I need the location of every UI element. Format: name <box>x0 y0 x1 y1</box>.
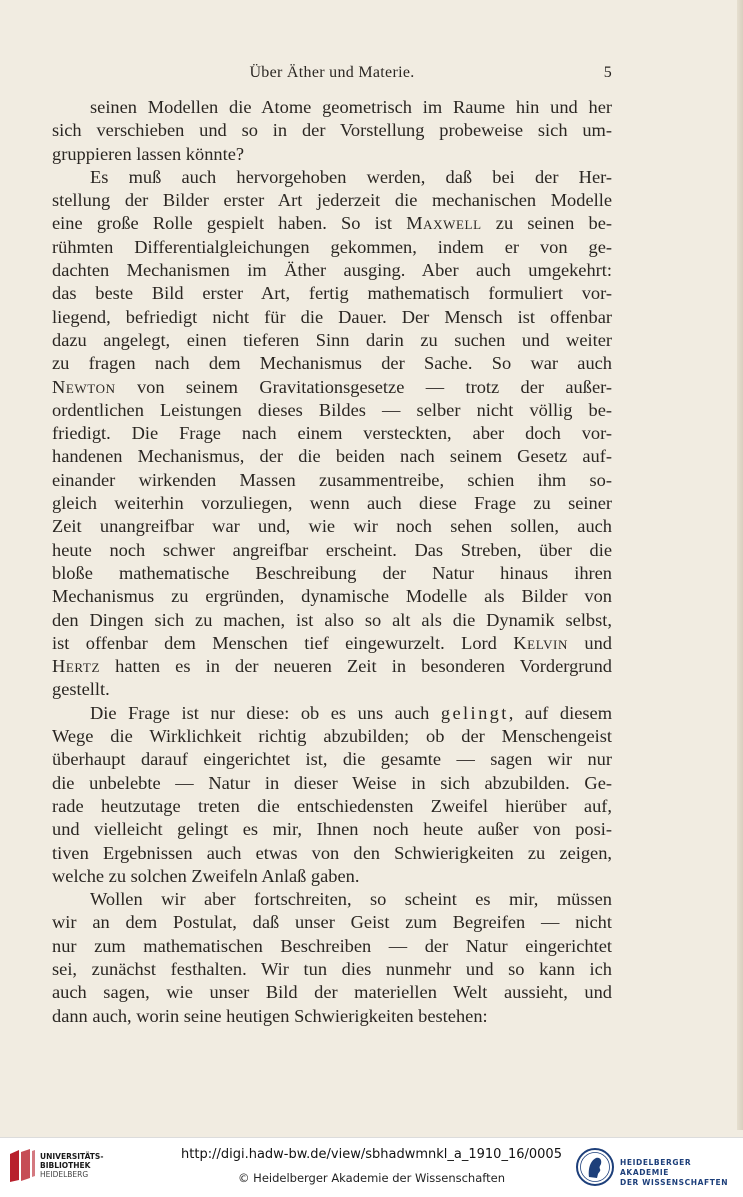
text-line <box>52 259 612 282</box>
person-name: Newton <box>52 376 116 397</box>
text-run: zu fragen nach dem Mechanismus der Sache. So war auch <box>52 353 612 374</box>
text-run: von seinem Gravitationsgesetze — trotz der außer- <box>115 376 612 397</box>
text-run: und vielleicht gelingt es mir, Ihnen noch heute außer von posi- <box>52 819 612 840</box>
text-line <box>52 981 612 1004</box>
text-line <box>52 143 612 166</box>
text-line <box>52 842 612 865</box>
text-line <box>52 818 612 841</box>
text-line <box>52 376 612 399</box>
text-line <box>52 212 612 235</box>
text-run: überhaupt darauf eingerichtet ist, die gesamte — sagen wir nur <box>52 749 612 770</box>
text-run: Es muß auch hervorgehoben werden, daß bei der Her- <box>90 166 612 187</box>
text-line <box>52 772 612 795</box>
copyright-notice: © Heidelberger Akademie der Wissenschaften <box>238 1171 505 1185</box>
academy-logo-icon[interactable] <box>575 1147 615 1187</box>
text-line <box>52 469 612 492</box>
text-run: und <box>567 632 612 653</box>
text-run: Wege die Wirklichkeit richtig abzubilden; ob der Menschengeist <box>52 726 612 747</box>
text-run: sei, zunächst festhalten. Wir tun dies nunmehr und so kann ich <box>52 958 612 979</box>
emphasized-word: gelingt <box>440 702 509 723</box>
text-line <box>52 236 612 259</box>
text-run: auch sagen, wie unser Bild der materiellen Welt aussieht, und <box>52 982 612 1003</box>
text-line <box>52 888 612 911</box>
library-line-3: HEIDELBERG <box>40 1170 89 1179</box>
text-run: handenen Mechanismus, der die beiden nach seinem Gesetz auf- <box>52 446 612 467</box>
running-head-title: Über Äther und Materie. <box>249 64 415 81</box>
text-line <box>52 329 612 352</box>
text-line <box>52 795 612 818</box>
text-run: tiven Ergebnissen auch etwas von den Schwierigkeiten zu zeigen, <box>52 842 612 863</box>
person-name: Hertz <box>52 656 100 677</box>
text-run: welche zu solchen Zweifeln Anlaß gaben. <box>52 865 360 886</box>
text-line <box>52 282 612 305</box>
text-run: Mechanismus zu ergründen, dynamische Modelle als Bilder von <box>52 586 612 607</box>
text-run: hatten es in der neueren Zeit in besonderen Vordergrund <box>100 656 612 677</box>
text-run: stellung der Bilder erster Art jederzeit die mechanischen Modelle <box>52 190 612 211</box>
text-run: rade heutzutage treten die entschiedensten Zweifel hierüber auf, <box>52 795 612 816</box>
person-name: Maxwell <box>406 213 482 234</box>
text-run: das beste Bild erster Art, fertig mathematisch formuliert vor- <box>52 283 612 304</box>
text-run: den Dingen sich zu machen, ist also so alt als die Dynamik selbst, <box>52 609 612 630</box>
text-line <box>52 445 612 468</box>
text-line <box>52 1005 612 1028</box>
text-run: dann auch, worin seine heutigen Schwierigkeiten bestehen: <box>52 1005 488 1026</box>
text-run: Wollen wir aber fortschreiten, so scheint es mir, müssen <box>90 889 612 910</box>
text-run: Zeit unangreifbar war und, wie wir noch sehen sollen, auch <box>52 516 612 537</box>
text-run: gestellt. <box>52 679 110 700</box>
text-line <box>52 306 612 329</box>
text-run: zu seinen be- <box>481 213 612 234</box>
text-run: rühmten Differentialgleichungen gekommen, indem er von ge- <box>52 236 612 257</box>
text-run: liegend, befriedigt nicht für die Dauer. Der Mensch ist offenbar <box>52 306 612 327</box>
text-run: sich verschieben und so in der Vorstellung probeweise sich um- <box>52 120 612 141</box>
text-line <box>52 911 612 934</box>
text-run: heute noch schwer angreifbar erscheint. Das Streben, über die <box>52 539 612 560</box>
academy-line-1: HEIDELBERGER AKADEMIE <box>620 1158 692 1177</box>
text-line <box>52 865 612 888</box>
page-edge <box>737 0 743 1130</box>
text-line <box>52 748 612 771</box>
text-run: dachten Mechanismen im Äther ausging. Aber auch umgekehrt: <box>52 260 612 281</box>
text-run: seinen Modellen die Atome geometrisch im Raume hin und her <box>90 97 612 117</box>
text-line <box>52 655 612 678</box>
text-line <box>52 399 612 422</box>
text-line <box>52 958 612 981</box>
text-line <box>52 935 612 958</box>
text-run: Die Frage ist nur diese: ob es uns auch <box>90 702 441 723</box>
text-run: friedigt. Die Frage nach einem versteckten, aber doch vor- <box>52 423 612 444</box>
text-line <box>52 609 612 632</box>
text-line <box>52 725 612 748</box>
text-run: gleich weiterhin vorzuliegen, wenn auch diese Frage zu seiner <box>52 493 612 514</box>
text-run: einander wirkenden Massen zusammentreibe, schien ihm so- <box>52 469 612 490</box>
body-text <box>52 96 612 1028</box>
person-name: Kelvin <box>513 632 568 653</box>
text-run: dazu angelegt, einen tieferen Sinn darin zu suchen und weiter <box>52 329 612 350</box>
text-run: , auf diesem <box>508 702 612 723</box>
text-run: ist offenbar dem Menschen tief eingewurzelt. Lord <box>52 632 514 653</box>
text-run: ordentlichen Leistungen dieses Bildes — selber nicht völlig be- <box>52 399 612 420</box>
library-line-1: UNIVERSITÄTS- <box>40 1152 104 1161</box>
text-line <box>52 352 612 375</box>
text-run: gruppieren lassen könnte? <box>52 143 245 164</box>
text-line <box>52 702 612 725</box>
text-line <box>52 585 612 608</box>
text-run: die unbelebte — Natur in dieser Weise in sich abzubilden. Ge- <box>52 772 612 793</box>
text-line <box>52 189 612 212</box>
running-head <box>52 64 612 86</box>
library-line-2: BIBLIOTHEK <box>40 1161 91 1170</box>
text-line <box>52 166 612 189</box>
text-line <box>52 492 612 515</box>
text-run: nur zum mathematischen Beschreiben — der Natur eingerichtet <box>52 935 612 956</box>
text-line <box>52 515 612 538</box>
text-run: wir an dem Postulat, daß unser Geist zum Begreifen — nicht <box>52 912 612 933</box>
academy-name <box>620 1158 743 1188</box>
text-line <box>52 539 612 562</box>
text-line <box>52 119 612 142</box>
page-number: 5 <box>603 64 612 81</box>
text-line <box>52 422 612 445</box>
footer-bar <box>0 1137 743 1197</box>
text-line <box>52 562 612 585</box>
text-line <box>52 96 612 119</box>
text-line <box>52 632 612 655</box>
academy-line-2: DER WISSENSCHAFTEN <box>620 1178 729 1187</box>
text-line <box>52 678 612 701</box>
permalink-url[interactable]: http://digi.hadw-bw.de/view/sbhadwmnkl_a_1910_16/0005 <box>181 1147 562 1162</box>
text-run: eine große Rolle gespielt haben. So ist <box>52 213 407 234</box>
text-run: bloße mathematische Beschreibung der Natur hinaus ihren <box>52 562 612 583</box>
